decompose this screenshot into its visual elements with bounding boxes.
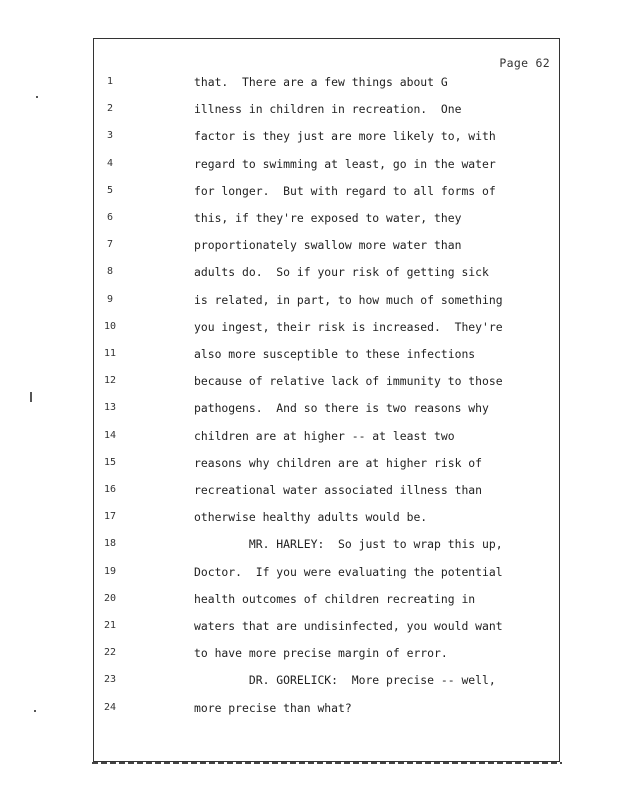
transcript-line — [0, 265, 618, 285]
line-text: you ingest, their risk is increased. They're — [194, 319, 503, 334]
line-number: 21 — [103, 620, 117, 631]
scan-speck — [36, 96, 38, 98]
transcript-line — [0, 510, 618, 530]
transcript-line — [0, 592, 618, 612]
line-number: 14 — [103, 429, 117, 441]
line-text: pathogens. And so there is two reasons why — [194, 401, 489, 416]
line-number: 22 — [103, 647, 117, 659]
line-text: children are at higher -- at least two — [194, 428, 455, 443]
line-number: 10 — [103, 320, 117, 332]
line-text: Doctor. If you were evaluating the potential — [194, 564, 503, 579]
line-text: this, if they're exposed to water, they — [194, 211, 462, 225]
transcript-line — [0, 429, 618, 449]
line-text: because of relative lack of immunity to those — [194, 374, 503, 389]
transcript-line — [0, 646, 618, 666]
transcript-line — [0, 374, 618, 394]
line-text: more precise than what? — [194, 700, 352, 715]
bottom-border — [92, 762, 562, 764]
transcript-line — [0, 293, 618, 313]
line-number: 6 — [106, 212, 114, 223]
line-number: 12 — [103, 375, 117, 387]
line-number: 18 — [103, 538, 117, 550]
transcript-line — [0, 157, 618, 177]
line-text: adults do. So if your risk of getting sick — [194, 265, 489, 280]
line-number: 8 — [106, 266, 114, 278]
line-number: 9 — [106, 293, 114, 305]
transcript-line — [0, 129, 618, 149]
line-number: 13 — [103, 402, 117, 414]
line-text: illness in children in recreation. One — [194, 102, 462, 117]
line-text: DR. GORELICK: More precise -- well, — [194, 673, 496, 688]
scan-speck — [30, 392, 32, 402]
line-number: 4 — [106, 157, 114, 169]
line-text: also more susceptible to these infections — [194, 347, 476, 361]
line-text: factor is they just are more likely to, with — [194, 129, 496, 144]
transcript-line — [0, 211, 618, 231]
line-number: 2 — [106, 103, 114, 115]
line-number: 3 — [106, 130, 114, 142]
transcript-line — [0, 184, 618, 204]
transcript-line — [0, 537, 618, 557]
transcript-line — [0, 401, 618, 421]
line-text: reasons why children are at higher risk of — [194, 455, 483, 470]
line-number: 20 — [103, 592, 117, 604]
transcript-line — [0, 320, 618, 340]
transcript-line — [0, 483, 618, 503]
transcript-line — [0, 565, 618, 585]
line-text: is related, in part, to how much of something — [194, 292, 503, 307]
transcript-line — [0, 75, 618, 95]
line-text: otherwise healthy adults would be. — [194, 510, 428, 525]
transcript-line — [0, 619, 618, 639]
line-text: to have more precise margin of error. — [194, 646, 448, 661]
transcript-line — [0, 673, 618, 693]
line-number: 24 — [103, 701, 117, 713]
transcript-line — [0, 238, 618, 258]
line-text: regard to swimming at least, go in the water — [194, 156, 496, 171]
line-text: MR. HARLEY: So just to wrap this up, — [194, 537, 503, 552]
scan-speck — [34, 710, 36, 712]
page-number: Page 62 — [499, 56, 550, 70]
line-number: 19 — [103, 565, 117, 577]
transcript-line — [0, 347, 618, 367]
line-number: 7 — [106, 239, 114, 251]
line-number: 16 — [103, 484, 117, 495]
line-number: 23 — [103, 674, 117, 686]
transcript-line — [0, 456, 618, 476]
line-text: proportionately swallow more water than — [194, 238, 462, 253]
line-text: waters that are undisinfected, you would want — [194, 619, 503, 633]
line-number: 5 — [106, 184, 114, 196]
transcript-line — [0, 102, 618, 122]
line-text: health outcomes of children recreating in — [194, 591, 476, 606]
line-text: that. There are a few things about G — [194, 75, 448, 89]
line-text: for longer. But with regard to all forms of — [194, 183, 496, 198]
line-number: 17 — [103, 511, 117, 523]
transcript-line — [0, 701, 618, 721]
line-number: 1 — [106, 76, 114, 87]
line-number: 15 — [103, 456, 117, 468]
line-number: 11 — [103, 348, 117, 359]
line-text: recreational water associated illness than — [194, 483, 483, 497]
